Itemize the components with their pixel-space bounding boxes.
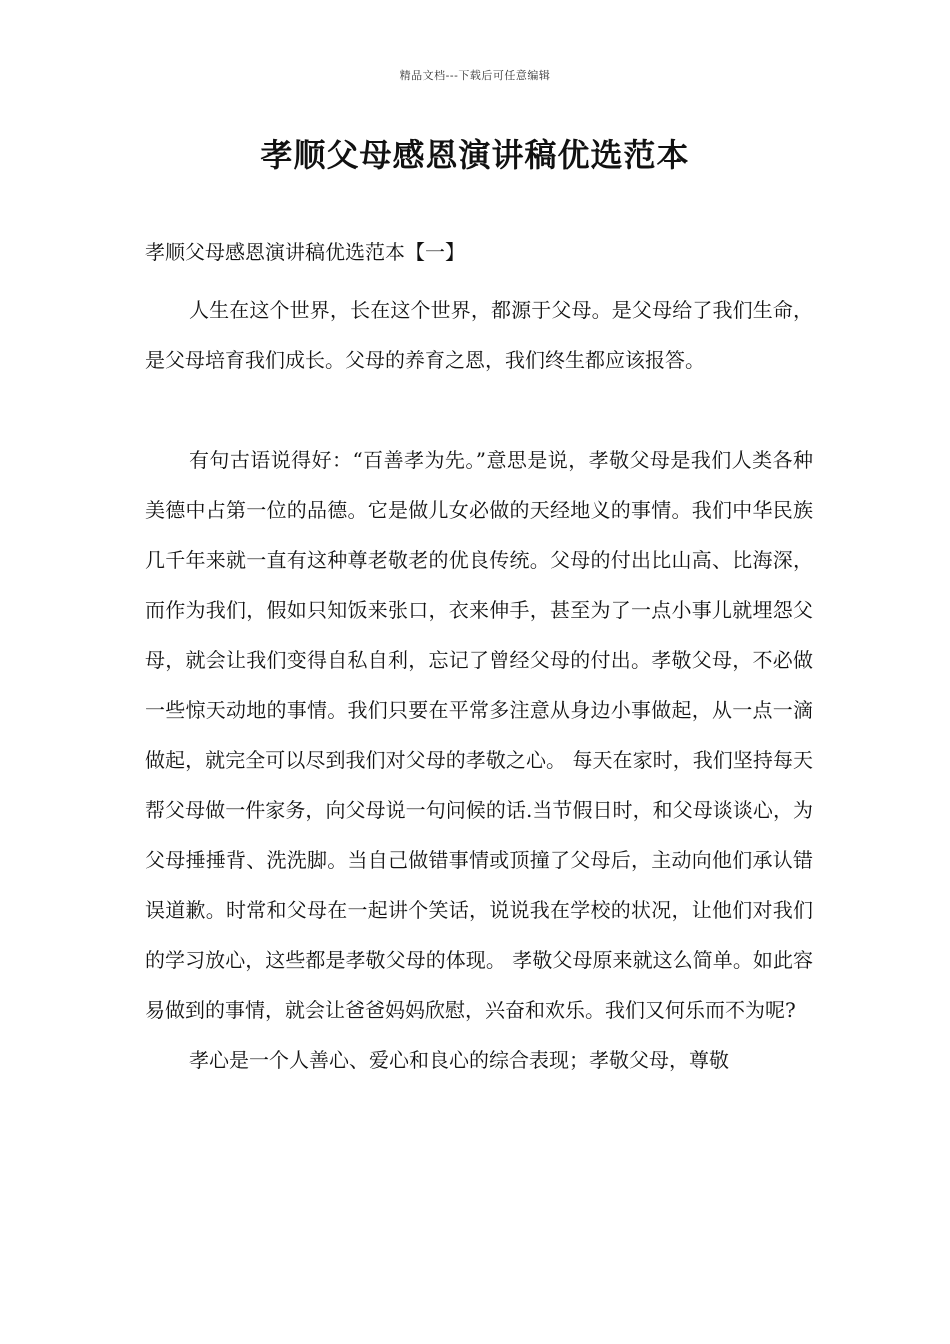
paragraph-2: 有句古语说得好：“百善孝为先。”意思是说，孝敬父母是我们人类各种美德中占第一位的品德。它是做儿女必做的天经地义的事情。我们中华民族几千年来就一直有这种尊老敬老的优良传统。父母的付出比山高、比海深，而作为我们，假如只知饭来张口，衣来伸手，甚至为了一点小事儿就埋怨父母，就会让我们变得自私自利，忘记了曾经父母的付出。孝敬父母，不必做一些惊天动地的事情。我们只要在平常多注意从身边小事做起，从一点一滴做起，就完全可以尽到我们对父母的孝敬之心。 每天在家时，我们坚持每天帮父母做一件家务，向父母说一句问候的话.当节假日时，和父母谈谈心，为父母捶捶背、洗洗脚。当自己做错事情或顶撞了父母后，主动向他们承认错误道歉。时常和父母在一起讲个笑话，说说我在学校的状况，让他们对我们的学习放心，这些都是孝敬父母的体现。 孝敬父母原来就这么简单。如此容易做到的事情，就会让爸爸妈妈欣慰，兴奋和欢乐。我们又何乐而不为呢?	[145, 448, 813, 1022]
document-header-note: 精品文档---下载后可任意编辑	[399, 69, 551, 82]
document-title: 孝顺父母感恩演讲稿优选范本	[260, 136, 690, 174]
paragraph-spacer	[145, 385, 813, 435]
paragraph-3: 孝心是一个人善心、爱心和良心的综合表现；孝敬父母，尊敬	[189, 1048, 729, 1072]
document-body	[145, 285, 813, 1085]
section-heading: 孝顺父母感恩演讲稿优选范本【一】	[145, 240, 465, 264]
paragraph-1: 人生在这个世界，长在这个世界，都源于父母。是父母给了我们生命，是父母培育我们成长。父母的养育之恩，我们终生都应该报答。	[145, 298, 813, 372]
